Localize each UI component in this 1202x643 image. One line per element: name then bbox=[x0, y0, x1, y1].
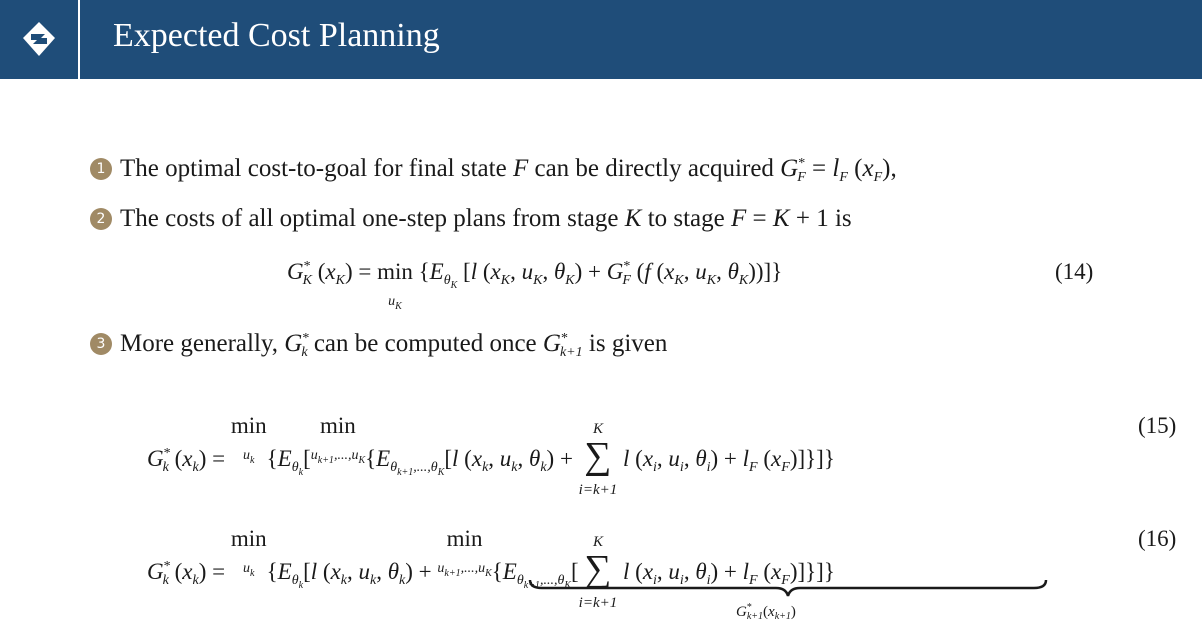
header-bar bbox=[0, 0, 1202, 79]
logo bbox=[0, 0, 78, 79]
bullet-number: 1 bbox=[90, 158, 112, 180]
list-item-3 bbox=[90, 330, 667, 361]
list-item-2 bbox=[90, 205, 852, 233]
bullet-number: 3 bbox=[90, 333, 112, 355]
page-title: Expected Cost Planning bbox=[113, 17, 440, 54]
underbrace-label: $G^*_{k+1}(x_{k+1})$ bbox=[736, 602, 796, 622]
equation-15: $G^*_k$ $(x_k) = \min$ $u_k$ {$E_{\theta_k}[\min$ $u_{k+1},...,u_K\{E_{\theta_{k+1},...,\theta_K}[l$ ($x_k$, $u_k$, $\theta_k) + K$ ∑ i=k+1 l ($x_i$, $u_i$, $\theta_i) + l_F$ $(x_F)$]}]} bbox=[147, 413, 835, 498]
header-divider bbox=[78, 0, 80, 79]
underbrace bbox=[528, 578, 1048, 600]
bullet-number: 2 bbox=[90, 208, 112, 230]
equation-number: (14) bbox=[1055, 259, 1094, 284]
equation-number: (16) bbox=[1138, 526, 1177, 551]
item-text: More generally, $G^*_k$ can be computed once $G^*_{k+1}$ is given bbox=[120, 330, 668, 360]
equation-number: (15) bbox=[1138, 413, 1177, 438]
item-text: The costs of all optimal one-step plans from stage K to stage F = K + 1 is bbox=[120, 205, 852, 232]
s-diamond-logo-icon bbox=[22, 21, 56, 57]
list-item-1 bbox=[90, 155, 897, 186]
equation-14: $G^*_K$ $(x_K) = \min$ $u_K$ {$E_{\theta_K}$ [l ($x_K$, $u_K$, $\theta_K) + G^*_F$ (f ($x_K$, $u_K$, $\theta_K$))]} bbox=[287, 259, 783, 312]
item-text: The optimal cost-to-goal for final state F can be directly acquired $G^*_F = l_F$ $(x_F)$, bbox=[120, 155, 897, 185]
equation-16: $G^*_k$ $(x_k) = \min$ $u_k$ {$E_{\theta_k}[l$ ($x_k$, $u_k$, $\theta_k) + \min$ $u_{k+1},...,u_K\{E_{\theta_{k+1},...,\theta_K}[K$ ∑ i=k+1 l ($x_i$, $u_i$, $\theta_i) + l_F$ $(x_F)$]}]} bbox=[147, 526, 835, 611]
